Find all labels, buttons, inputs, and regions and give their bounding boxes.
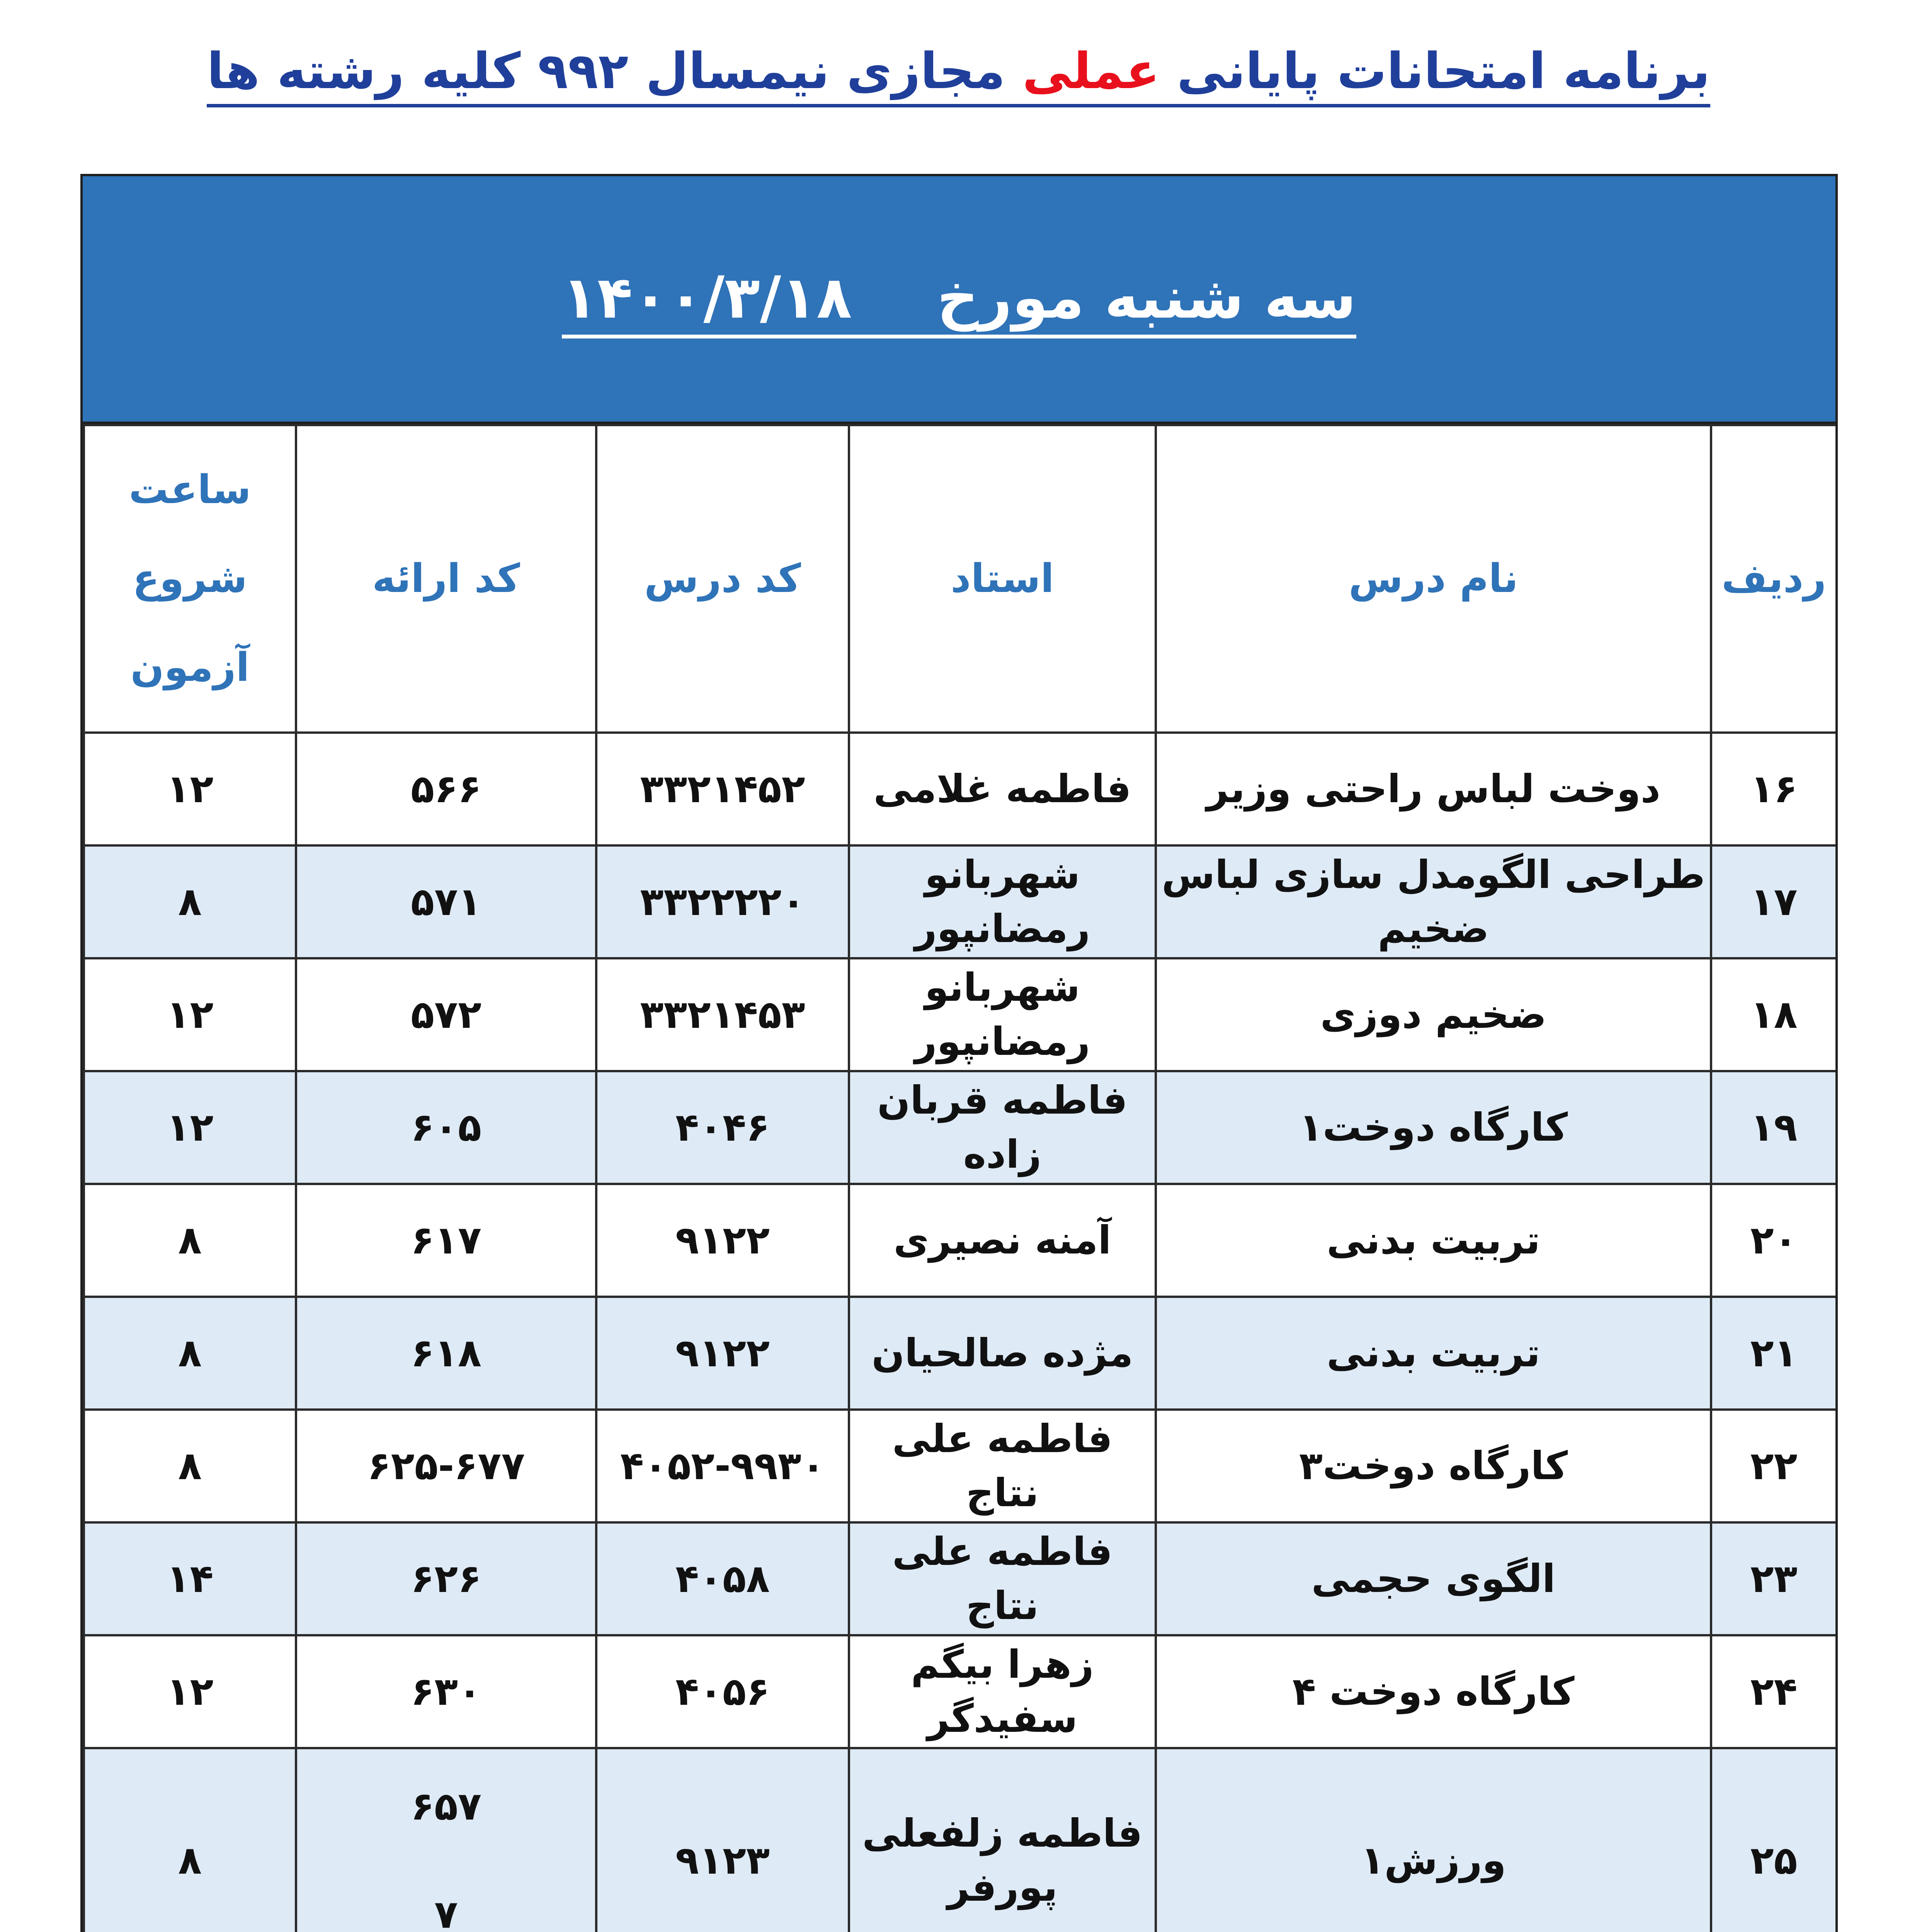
schedule-sheet [80, 174, 1838, 1932]
start-time-cell: ۸ [84, 845, 296, 958]
course-name-cell [1156, 845, 1711, 958]
header-row-number: ردیف [1711, 425, 1837, 733]
course-name-cell-line: ضخیم دوزی [1320, 992, 1547, 1037]
row-number-cell: ۲۰ [1711, 1184, 1837, 1297]
course-name-cell [1156, 1071, 1711, 1184]
start-time-cell: ۸ [84, 1748, 296, 1932]
offering-code-cell [296, 1071, 596, 1184]
course-code-cell [596, 1410, 849, 1522]
offering-code-cell-line: ۶۲۵-۶۷۷ [367, 1443, 525, 1488]
course-code-cell [596, 958, 849, 1071]
course-code-cell-line: ۹۱۲۲ [675, 1330, 770, 1376]
offering-code-cell-line: ۶۱۷ [410, 1218, 482, 1263]
row-number-cell: ۱۷ [1711, 845, 1837, 958]
course-name-cell [1156, 1184, 1711, 1297]
offering-code-cell [296, 733, 596, 845]
instructor-cell: فاطمه زلفعلی پورفر [849, 1748, 1156, 1932]
instructor-cell: مژده صالحیان [849, 1297, 1156, 1410]
table-row [84, 958, 1837, 1071]
row-number-cell: ۲۵ [1711, 1748, 1837, 1932]
header-start-time-line: آزمون [130, 645, 250, 690]
banner-date: ۱۴۰۰/۳/۱۸ [562, 264, 852, 332]
course-name-cell [1156, 958, 1711, 1071]
course-name-cell-line: دوخت لباس راحتی وزیر [1206, 766, 1661, 811]
row-number-cell: ۱۹ [1711, 1071, 1837, 1184]
offering-code-cell-line: ۷ [434, 1892, 458, 1932]
offering-code-cell [296, 1522, 596, 1635]
start-time-cell: ۸ [84, 1297, 296, 1410]
offering-code-cell-line: ۶۰۵ [410, 1105, 482, 1150]
offering-code-cell [296, 1635, 596, 1748]
course-name-cell-line: کارگاه دوخت۱ [1299, 1105, 1568, 1150]
table-body [84, 733, 1837, 1932]
course-name-cell-line: کارگاه دوخت۳ [1299, 1443, 1568, 1488]
table-row [84, 1297, 1837, 1410]
exam-table [83, 424, 1838, 1932]
course-name-cell-line: طراحی الگومدل سازی لباس ضخیم [1162, 852, 1705, 951]
offering-code-cell-line: ۶۵۷ [410, 1784, 482, 1829]
course-code-cell [596, 733, 849, 845]
offering-code-cell [296, 1748, 596, 1932]
banner-day-label: سه شنبه مورخ [937, 264, 1356, 332]
course-name-cell-line: ورزش۱ [1361, 1838, 1506, 1883]
banner-underlined [562, 264, 1356, 338]
instructor-cell: شهربانو رمضانپور [849, 845, 1156, 958]
row-number-cell: ۲۴ [1711, 1635, 1837, 1748]
course-name-cell-line: الگوی حجمی [1311, 1556, 1556, 1601]
instructor-cell: آمنه نصیری [849, 1184, 1156, 1297]
offering-code-cell [296, 1297, 596, 1410]
offering-code-cell [296, 1410, 596, 1522]
table-row [84, 1635, 1837, 1748]
course-code-cell [596, 1297, 849, 1410]
course-code-cell-line: ۳۳۲۲۲۲۰ [640, 879, 805, 924]
offering-code-cell-line: ۶۱۸ [410, 1330, 482, 1376]
start-time-cell: ۱۴ [84, 1522, 296, 1635]
row-number-cell: ۲۲ [1711, 1410, 1837, 1522]
course-code-cell-line: ۴۰۵۶ [675, 1669, 770, 1714]
start-time-cell: ۸ [84, 1410, 296, 1522]
header-offering-code: کد ارائه [296, 425, 596, 733]
title-prefix: برنامه امتحانات پایانی [1160, 43, 1710, 100]
table-row [84, 1748, 1837, 1932]
course-name-cell-line: تربیت بدنی [1327, 1218, 1540, 1263]
offering-code-cell-line: ۵۶۶ [410, 766, 482, 811]
table-row [84, 1410, 1837, 1522]
title-highlight: عملی [1022, 43, 1160, 100]
header-start-time-line: شروع [133, 556, 247, 602]
start-time-cell: ۱۲ [84, 1635, 296, 1748]
offering-code-cell [296, 958, 596, 1071]
course-code-cell-line: ۴۰۵۸ [675, 1556, 770, 1601]
document-title [0, 37, 1917, 106]
course-name-cell [1156, 1297, 1711, 1410]
course-name-cell [1156, 1522, 1711, 1635]
row-number-cell: ۱۸ [1711, 958, 1837, 1071]
course-code-cell-line: ۹۱۲۲ [675, 1218, 770, 1263]
course-code-cell [596, 1635, 849, 1748]
course-name-cell [1156, 1410, 1711, 1522]
course-name-cell-line: کارگاه دوخت ۴ [1292, 1669, 1575, 1714]
offering-code-cell [296, 1184, 596, 1297]
course-code-cell [596, 1071, 849, 1184]
course-code-cell [596, 1748, 849, 1932]
table-header-row [84, 425, 1837, 733]
banner-text [83, 253, 1835, 342]
header-start-time [84, 425, 296, 733]
course-name-cell-line: تربیت بدنی [1327, 1330, 1540, 1376]
course-name-cell [1156, 1635, 1711, 1748]
start-time-cell: ۱۲ [84, 733, 296, 845]
course-name-cell [1156, 733, 1711, 845]
instructor-cell: فاطمه غلامی [849, 733, 1156, 845]
instructor-cell: شهربانو رمضانپور [849, 958, 1156, 1071]
start-time-cell: ۱۲ [84, 1071, 296, 1184]
instructor-cell: فاطمه علی نتاج [849, 1522, 1156, 1635]
course-code-cell-line: ۹۱۲۳ [675, 1838, 770, 1883]
header-instructor: استاد [849, 425, 1156, 733]
offering-code-cell-line: ۵۷۲ [410, 992, 482, 1037]
date-banner [83, 176, 1835, 424]
title-suffix: مجازی نیمسال ۹۹۲ کلیه رشته ها [207, 43, 1022, 100]
instructor-cell: فاطمه علی نتاج [849, 1410, 1156, 1522]
header-course-name: نام درس [1156, 425, 1711, 733]
row-number-cell: ۲۳ [1711, 1522, 1837, 1635]
start-time-cell: ۸ [84, 1184, 296, 1297]
row-number-cell: ۲۱ [1711, 1297, 1837, 1410]
table-row [84, 845, 1837, 958]
table-row [84, 1071, 1837, 1184]
instructor-cell: فاطمه قربان زاده [849, 1071, 1156, 1184]
offering-code-cell [296, 845, 596, 958]
course-code-cell [596, 1184, 849, 1297]
header-start-time-line: ساعت [129, 467, 251, 513]
course-code-cell-line: ۴۰۵۲-۹۹۳۰ [620, 1443, 825, 1488]
course-code-cell-line: ۳۳۲۱۴۵۲ [640, 766, 805, 811]
table-row [84, 1184, 1837, 1297]
header-course-code: کد درس [596, 425, 849, 733]
instructor-cell: زهرا بیگم سفیدگر [849, 1635, 1156, 1748]
table-row [84, 733, 1837, 845]
course-code-cell [596, 845, 849, 958]
offering-code-cell-line: ۶۳۰ [410, 1669, 482, 1714]
table-row [84, 1522, 1837, 1635]
course-code-cell-line: ۳۳۲۱۴۵۳ [640, 992, 805, 1037]
course-code-cell-line: ۴۰۴۶ [675, 1105, 770, 1150]
offering-code-cell-line: ۶۲۶ [410, 1556, 482, 1601]
course-name-cell [1156, 1748, 1711, 1932]
offering-code-cell-line: ۵۷۱ [410, 879, 482, 924]
start-time-cell: ۱۲ [84, 958, 296, 1071]
row-number-cell: ۱۶ [1711, 733, 1837, 845]
title-underlined [207, 43, 1710, 107]
course-code-cell [596, 1522, 849, 1635]
